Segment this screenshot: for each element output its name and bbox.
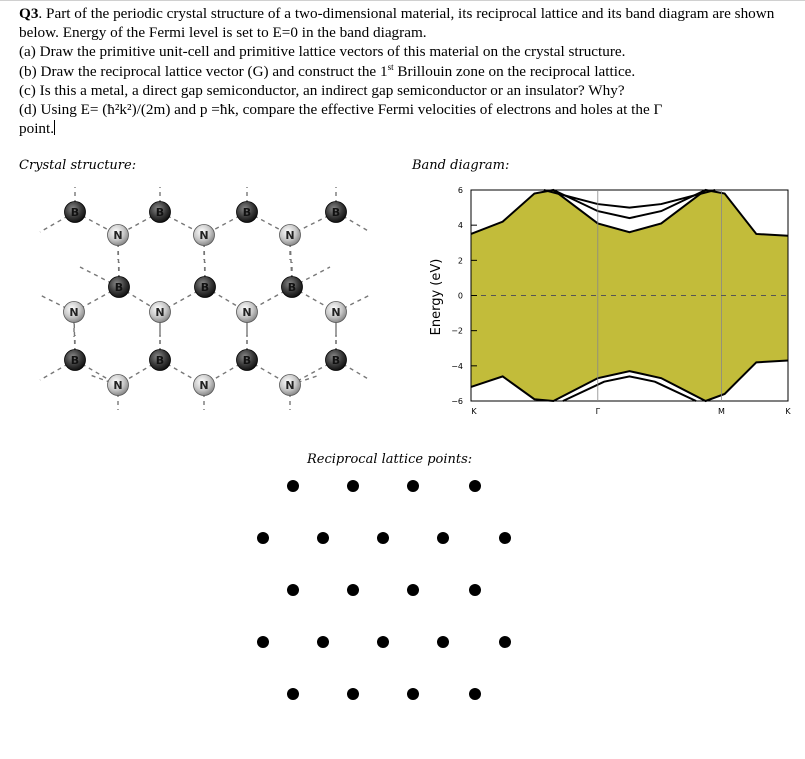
- nitrogen-label: N: [113, 229, 123, 242]
- boron-atom: [237, 202, 258, 223]
- part-d-line1: (d) Using E= (ħ²k²)/(2m) and p =ħk, compare the effective Fermi velocities of electrons and holes at the Γ: [19, 101, 663, 119]
- reciprocal-lattice-point: [287, 688, 299, 700]
- boron-label: B: [331, 206, 341, 219]
- part-b-superscript: st: [387, 61, 394, 72]
- boron-label: B: [287, 281, 297, 294]
- boron-atom: [195, 277, 216, 298]
- top-rule: [0, 0, 805, 1]
- reciprocal-lattice-point: [257, 532, 269, 544]
- reciprocal-lattice-point: [469, 688, 481, 700]
- reciprocal-lattice-title: Reciprocal lattice points:: [307, 452, 473, 467]
- y-tick-label: 0: [457, 291, 463, 301]
- reciprocal-lattice-point: [469, 480, 481, 492]
- reciprocal-lattice-point: [377, 532, 389, 544]
- crystal-structure-diagram: [0, 175, 400, 420]
- reciprocal-lattice-point: [347, 584, 359, 596]
- nitrogen-atom: [280, 375, 301, 396]
- k-point-label: M: [717, 407, 725, 416]
- boron-atom: [150, 350, 171, 371]
- y-tick-label: 4: [457, 221, 463, 231]
- reciprocal-lattice-point: [407, 480, 419, 492]
- nitrogen-label: N: [199, 379, 209, 392]
- nitrogen-atom: [108, 375, 129, 396]
- part-c: (c) Is this a metal, a direct gap semiconductor, an indirect gap semiconductor or an insulator? Why?: [19, 81, 625, 99]
- band-y-axis-label: Energy (eV): [429, 258, 444, 336]
- reciprocal-lattice-point: [347, 480, 359, 492]
- y-tick-label: 6: [457, 186, 463, 195]
- y-tick-label: 2: [457, 256, 463, 266]
- nitrogen-atom: [194, 375, 215, 396]
- boron-label: B: [242, 354, 252, 367]
- crystal-structure-title: Crystal structure:: [19, 158, 137, 173]
- nitrogen-label: N: [155, 306, 165, 319]
- boron-atom: [326, 202, 347, 223]
- boron-label: B: [200, 281, 210, 294]
- nitrogen-atom: [108, 225, 129, 246]
- reciprocal-lattice-point: [317, 636, 329, 648]
- boron-atom: [65, 202, 86, 223]
- nitrogen-atom: [326, 302, 347, 323]
- nitrogen-label: N: [242, 306, 252, 319]
- nitrogen-atom: [237, 302, 258, 323]
- nitrogen-label: N: [285, 229, 295, 242]
- band-diagram-chart: [410, 175, 805, 425]
- question-text: [19, 4, 789, 138]
- reciprocal-lattice-point: [287, 584, 299, 596]
- part-b-text-start: (b) Draw the reciprocal lattice vector (G) and construct the 1: [19, 62, 388, 80]
- part-b: [19, 62, 789, 81]
- boron-atom: [282, 277, 303, 298]
- reciprocal-lattice-point: [469, 584, 481, 596]
- nitrogen-label: N: [199, 229, 209, 242]
- boron-atom: [109, 277, 130, 298]
- boron-label: B: [242, 206, 252, 219]
- boron-label: B: [70, 354, 80, 367]
- k-point-label: Γ: [595, 407, 601, 416]
- question-intro: [19, 4, 789, 42]
- part-a: (a) Draw the primitive unit-cell and primitive lattice vectors of this material on the crystal structure.: [19, 43, 626, 61]
- band-gap-fill: [471, 190, 788, 401]
- reciprocal-lattice-point: [499, 532, 511, 544]
- part-b-text-end: Brillouin zone on the reciprocal lattice.: [393, 62, 636, 80]
- nitrogen-atom: [150, 302, 171, 323]
- reciprocal-lattice-point: [287, 480, 299, 492]
- y-tick-label: −2: [451, 326, 463, 336]
- boron-atom: [326, 350, 347, 371]
- reciprocal-lattice-point: [407, 584, 419, 596]
- boron-atom: [237, 350, 258, 371]
- text-cursor: [54, 120, 55, 135]
- reciprocal-lattice-point: [407, 688, 419, 700]
- reciprocal-lattice-point: [347, 688, 359, 700]
- reciprocal-lattice-point: [437, 636, 449, 648]
- question-intro-text: . Part of the periodic crystal structure of a two-dimensional material, its reciprocal lattice and its band diagram are shown below. Energy of the Fermi level is set to E=0 in the band diagram.: [19, 5, 775, 42]
- nitrogen-label: N: [285, 379, 295, 392]
- boron-atom: [65, 350, 86, 371]
- atoms: [64, 202, 347, 396]
- part-d-point: point.: [19, 120, 55, 138]
- reciprocal-lattice-diagram: [245, 470, 545, 730]
- boron-label: B: [155, 354, 165, 367]
- k-point-label: K: [785, 407, 791, 416]
- reciprocal-lattice-point: [317, 532, 329, 544]
- band-plot-area: [451, 186, 791, 416]
- question-number: Q3: [19, 5, 39, 22]
- reciprocal-lattice-point: [377, 636, 389, 648]
- nitrogen-atom: [64, 302, 85, 323]
- reciprocal-lattice-point: [499, 636, 511, 648]
- boron-label: B: [114, 281, 124, 294]
- band-diagram-title: Band diagram:: [412, 158, 510, 173]
- y-tick-label: −6: [451, 397, 463, 406]
- nitrogen-label: N: [69, 306, 79, 319]
- reciprocal-lattice-point: [257, 636, 269, 648]
- boron-label: B: [155, 206, 165, 219]
- boron-label: B: [331, 354, 341, 367]
- y-tick-label: −4: [451, 361, 463, 371]
- boron-atom: [150, 202, 171, 223]
- k-point-label: K: [471, 407, 477, 416]
- part-d-line2: [19, 119, 789, 138]
- nitrogen-atom: [280, 225, 301, 246]
- nitrogen-label: N: [113, 379, 123, 392]
- boron-label: B: [70, 206, 80, 219]
- nitrogen-atom: [194, 225, 215, 246]
- nitrogen-label: N: [331, 306, 341, 319]
- reciprocal-lattice-point: [437, 532, 449, 544]
